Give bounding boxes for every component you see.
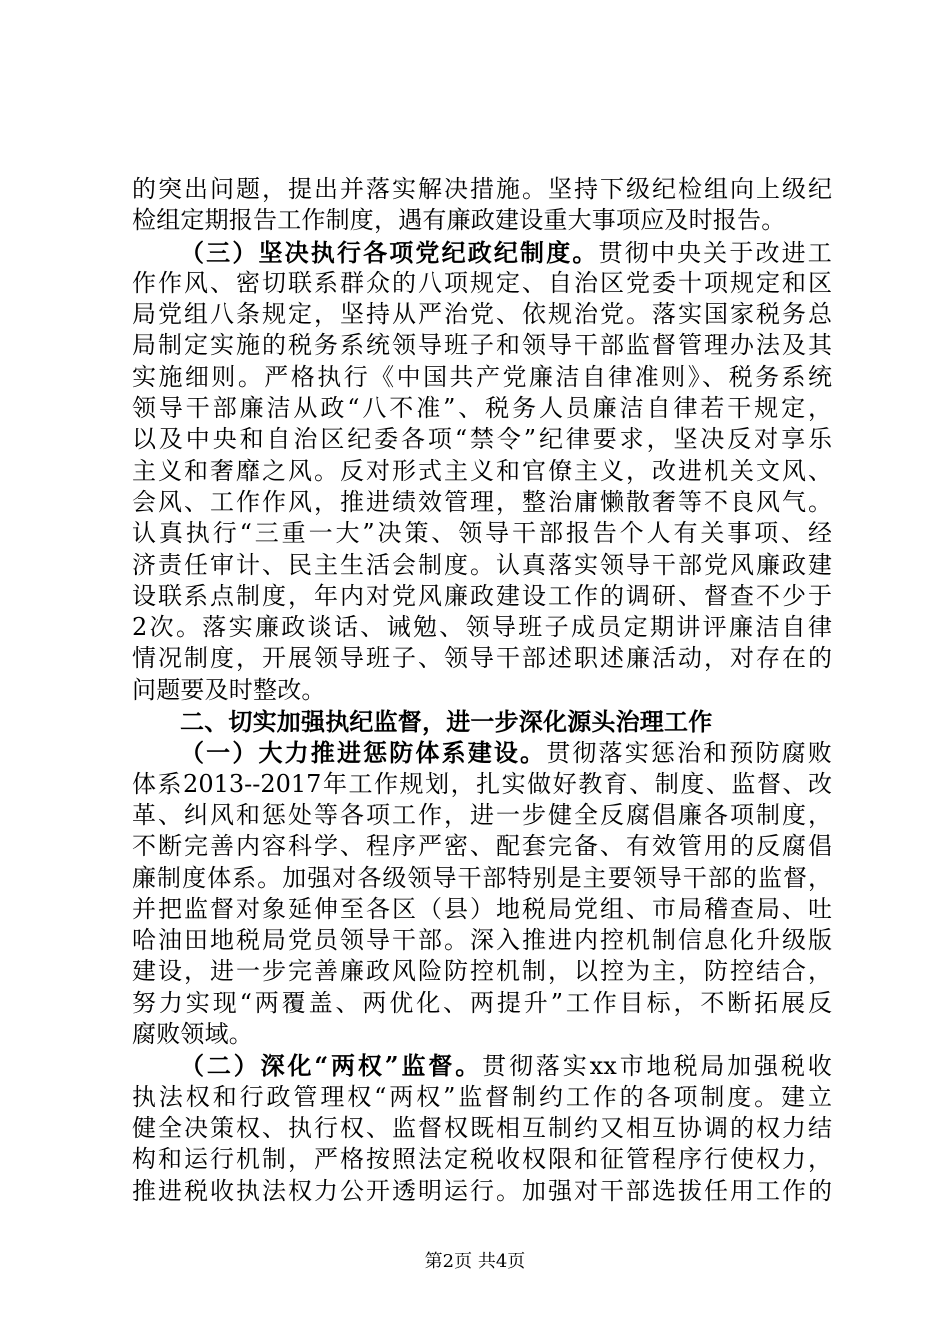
line-text: 主义和奢靡之风。反对形式主义和官僚主义，改进机关文风、	[132, 456, 832, 485]
text-line	[132, 205, 832, 236]
line-text: 以及中央和自治区纪委各项“禁令”纪律要求，坚决反对享乐	[132, 425, 832, 454]
text-line	[132, 1082, 832, 1113]
line-text: 检组定期报告工作制度，遇有廉政建设重大事项应及时报告。	[132, 206, 786, 235]
document-body	[132, 174, 832, 1207]
text-line	[132, 956, 832, 987]
text-line	[132, 518, 832, 549]
line-text: 推进税收执法权力公开透明运行。加强对干部选拔任用工作的	[132, 1176, 832, 1205]
line-text: 的突出问题，提出并落实解决措施。坚持下级纪检组向上级纪	[132, 175, 832, 203]
text-line	[132, 1176, 832, 1207]
line-text: 廉制度体系。加强对各级领导干部特别是主要领导干部的监督，	[132, 863, 832, 892]
text-line	[132, 174, 832, 205]
text-line	[132, 550, 832, 581]
text-line	[132, 831, 832, 862]
line-text: 局制定实施的税务系统领导班子和领导干部监督管理办法及其	[132, 331, 832, 360]
line-text: 不断完善内容科学、程序严密、配套完备、有效管用的反腐倡	[132, 832, 832, 861]
line-text: 执法权和行政管理权“两权”监督制约工作的各项制度。建立	[132, 1082, 832, 1111]
text-line	[132, 393, 832, 424]
line-text: 问题要及时整改。	[132, 675, 326, 704]
section-heading	[132, 706, 832, 737]
line-text: 实施细则。严格执行《中国共产党廉洁自律准则》、税务系统	[132, 362, 832, 391]
line-text: 健全决策权、执行权、监督权既相互制约又相互协调的权力结	[132, 1113, 832, 1142]
line-text: 局党组八条规定，坚持从严治党、依规治党。落实国家税务总	[132, 300, 832, 329]
text-line	[132, 330, 832, 361]
text-line	[132, 1019, 832, 1050]
line-text: 济责任审计、民主生活会制度。认真落实领导干部党风廉政建	[132, 550, 832, 579]
text-line	[132, 456, 832, 487]
line-text: 领导干部廉洁从政“八不准”、税务人员廉洁自律若干规定，	[132, 394, 832, 423]
bold-lead-in: （一）大力推进惩防体系建设。	[180, 738, 547, 768]
bold-lead-in: 二、切实加强执纪监督，进一步深化源头治理工作	[180, 707, 713, 737]
line-text: 并把监督对象延伸至各区（县）地税局党组、市局稽查局、吐	[132, 894, 832, 923]
line-text: 贯彻中央关于改进工	[598, 238, 832, 267]
text-line	[132, 988, 832, 1019]
bold-lead-in: （二）深化“两权”监督。	[180, 1051, 483, 1081]
text-line	[132, 675, 832, 706]
bold-lead-in: （三）坚决执行各项党纪政纪制度。	[180, 237, 599, 267]
line-text: 会风、工作作风，推进绩效管理，整治庸懒散奢等不良风气。	[132, 487, 832, 516]
text-line	[132, 581, 832, 612]
page-footer: 第2页 共4页	[424, 1251, 526, 1272]
text-line	[132, 237, 832, 268]
line-text: 设联系点制度，年内对党风廉政建设工作的调研、督查不少于	[132, 581, 832, 610]
text-line	[132, 424, 832, 455]
text-line	[132, 299, 832, 330]
text-line	[132, 769, 832, 800]
text-line	[132, 737, 832, 768]
text-line	[132, 800, 832, 831]
line-text: 贯彻落实惩治和预防腐败	[546, 739, 832, 768]
line-text: 革、纠风和惩处等各项工作，进一步健全反腐倡廉各项制度，	[132, 800, 832, 829]
line-text: 作作风、密切联系群众的八项规定、自治区党委十项规定和区	[132, 268, 832, 297]
text-line	[132, 1144, 832, 1175]
text-line	[132, 487, 832, 518]
text-line	[132, 1113, 832, 1144]
line-text: 构和运行机制，严格按照法定税收权限和征管程序行使权力，	[132, 1145, 832, 1174]
line-text: 体系2013--2017年工作规划，扎实做好教育、制度、监督、改	[132, 769, 832, 798]
text-line	[132, 362, 832, 393]
text-line	[132, 925, 832, 956]
text-line	[132, 612, 832, 643]
line-text: 建设，进一步完善廉政风险防控机制，以控为主，防控结合，	[132, 957, 832, 986]
line-text: 认真执行“三重一大”决策、领导干部报告个人有关事项、经	[132, 519, 832, 548]
line-text: 哈油田地税局党员领导干部。深入推进内控机制信息化升级版	[132, 926, 832, 955]
text-line	[132, 894, 832, 925]
text-line	[132, 643, 832, 674]
text-line	[132, 863, 832, 894]
text-line	[132, 268, 832, 299]
text-line	[132, 1050, 832, 1081]
line-text: 2次。落实廉政谈话、诫勉、领导班子成员定期讲评廉洁自律	[132, 613, 832, 642]
line-text: 贯彻落实xx市地税局加强税收	[482, 1052, 833, 1081]
line-text: 情况制度，开展领导班子、领导干部述职述廉活动，对存在的	[132, 644, 832, 673]
line-text: 腐败领域。	[132, 1020, 253, 1049]
line-text: 努力实现“两覆盖、两优化、两提升”工作目标，不断拓展反	[132, 988, 832, 1017]
